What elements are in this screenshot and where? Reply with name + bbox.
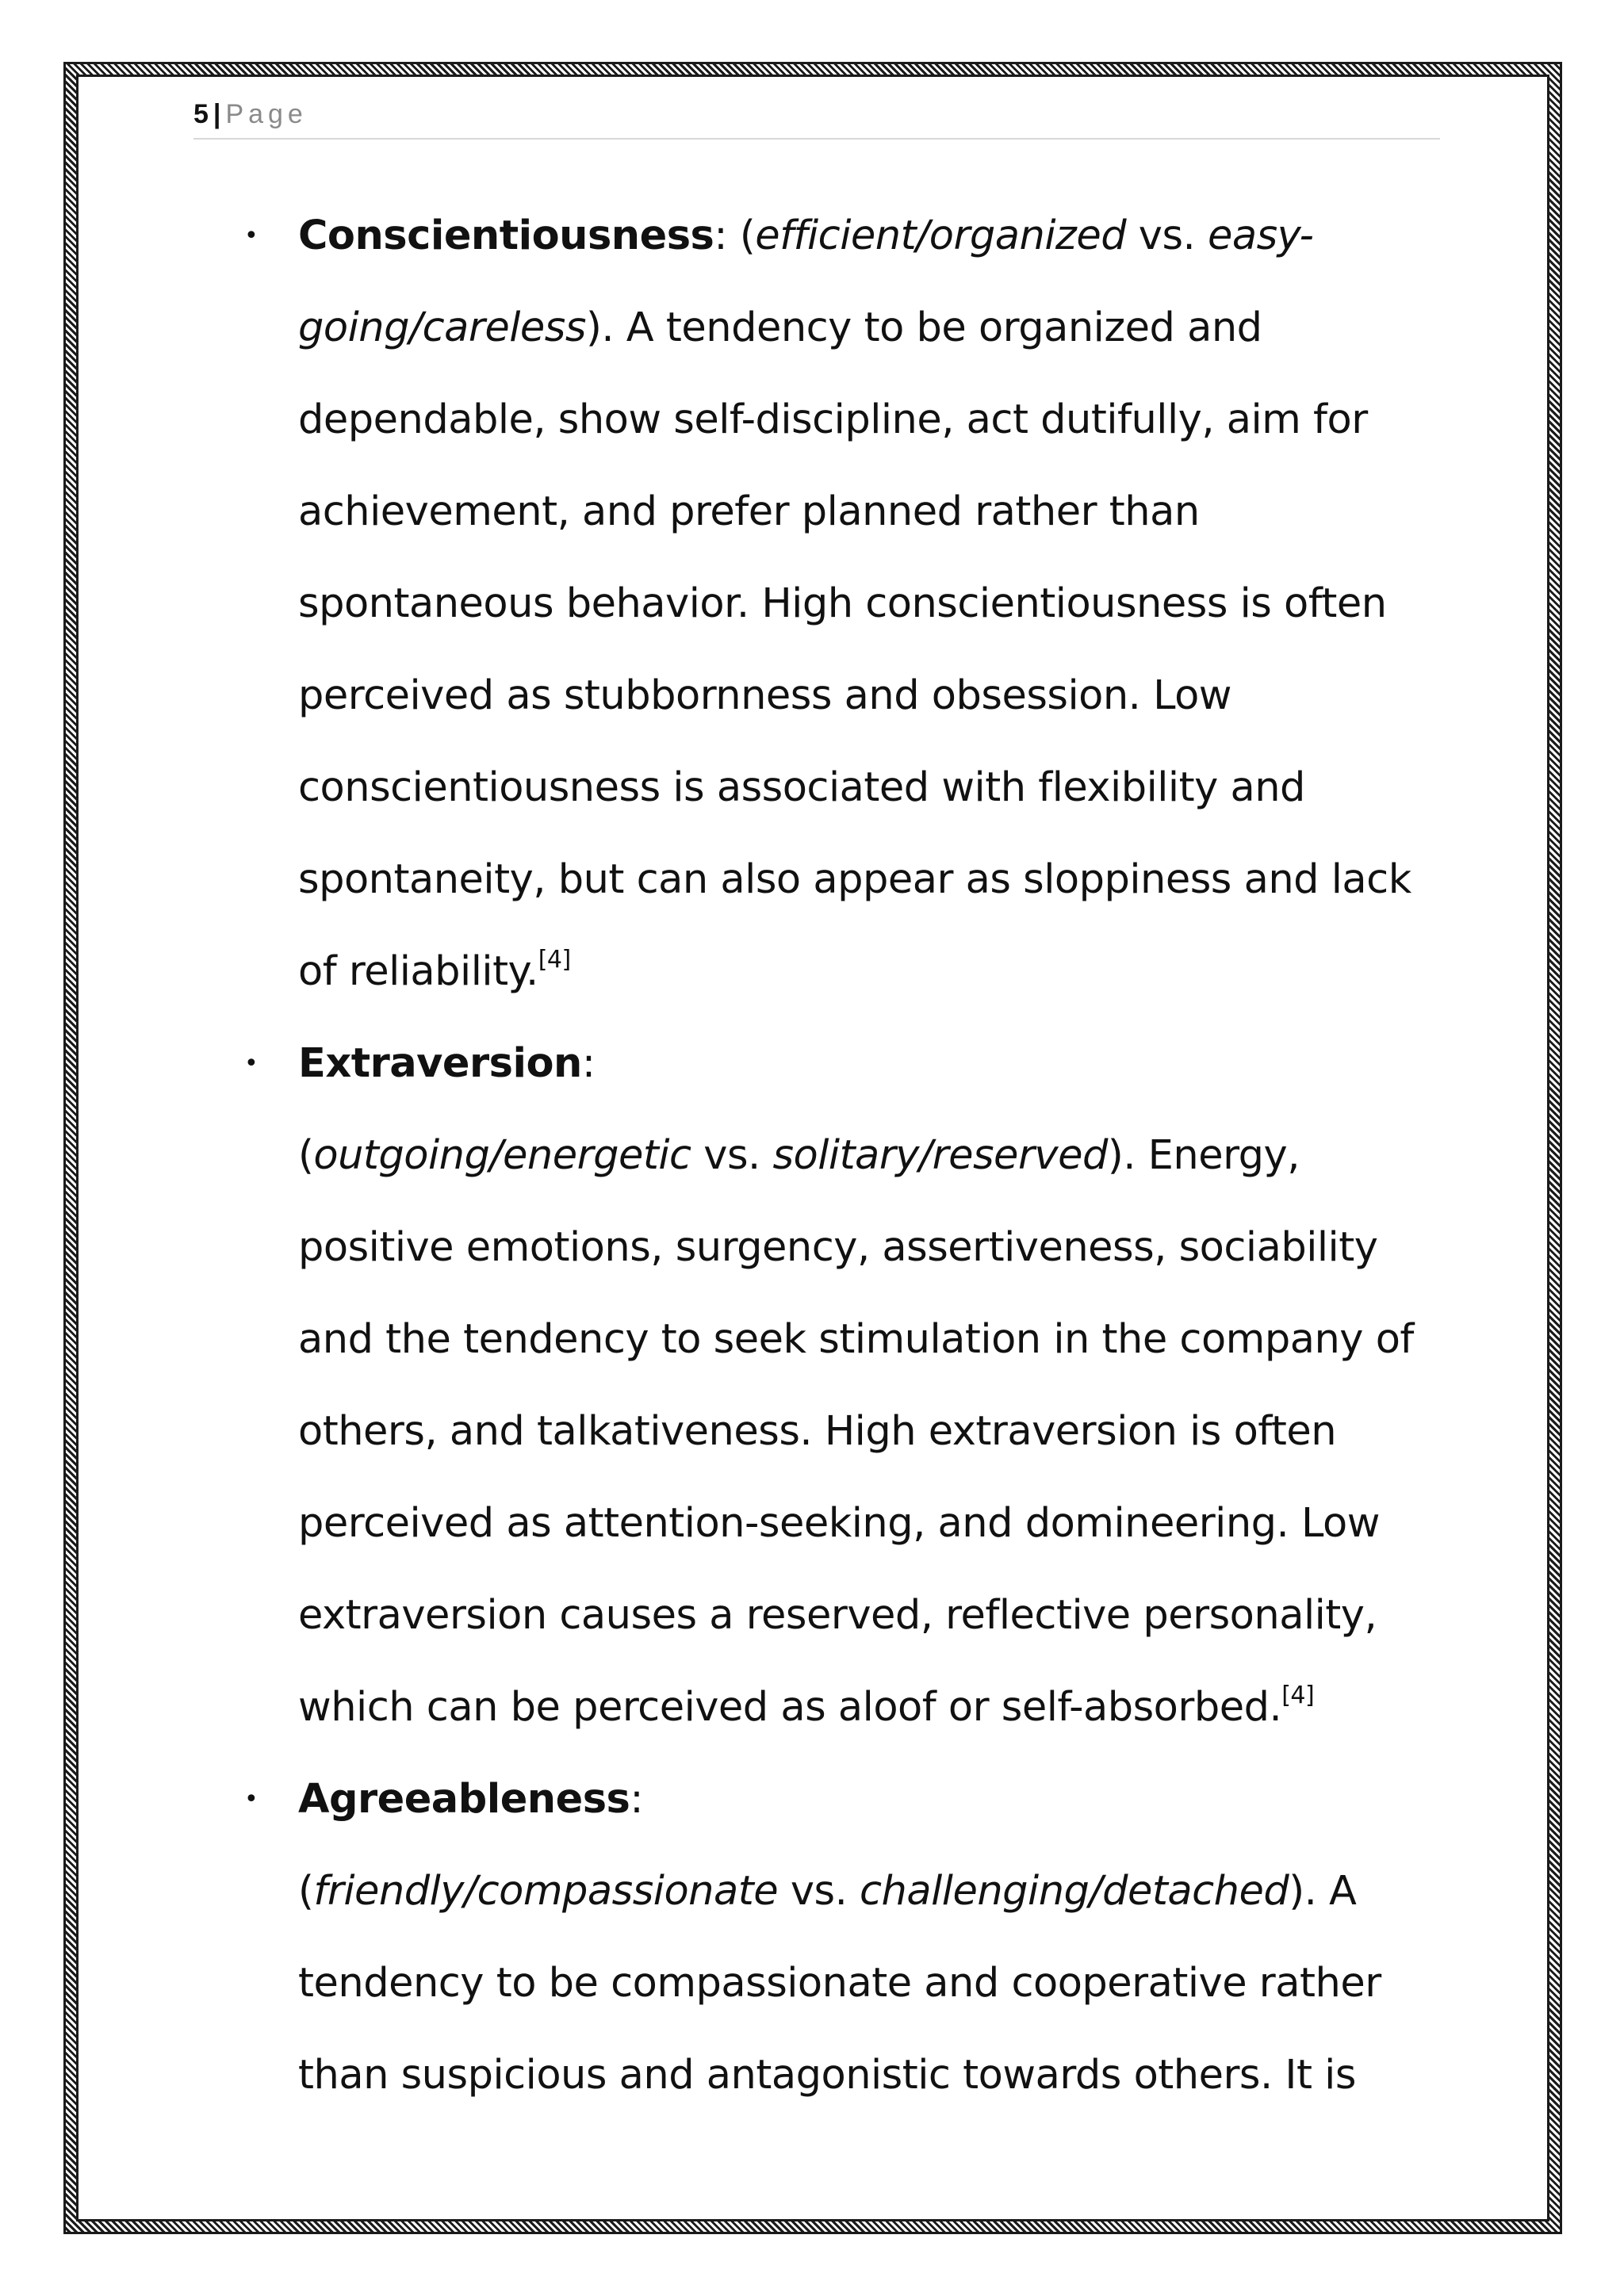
italic-text: efficient/organized [755, 212, 1127, 259]
body-text: extraversion causes a reserved, reflective personality, [298, 1592, 1377, 1639]
italic-text: solitary/reserved [772, 1132, 1108, 1179]
text-line [298, 1662, 1475, 1754]
body-text: dependable, show self-discipline, act dutifully, aim for [298, 396, 1368, 443]
italic-text: going/careless [298, 304, 586, 351]
body-text: ). A [1289, 1868, 1357, 1915]
body-text: tendency to be compassionate and cooperative rather [298, 1960, 1381, 2007]
text-line [298, 282, 1475, 374]
body-text: : [630, 1776, 644, 1823]
body-text: vs. [691, 1132, 773, 1179]
bullet-list-item [238, 190, 1475, 1018]
body-text: vs. [1126, 212, 1208, 259]
text-line [298, 650, 1475, 742]
text-line [298, 926, 1475, 1018]
document-body [238, 190, 1475, 2122]
body-text: vs. [778, 1868, 860, 1915]
italic-text: challenging/detached [860, 1868, 1289, 1915]
body-text: ). A tendency to be organized and [585, 304, 1262, 351]
term-heading: Agreeableness [298, 1776, 630, 1823]
italic-text: friendly/compassionate [313, 1868, 779, 1915]
body-text: ( [298, 1132, 314, 1179]
body-text: ( [298, 1868, 314, 1915]
text-line [298, 1938, 1475, 2030]
text-line [298, 1110, 1475, 1202]
page-separator: | [213, 99, 221, 129]
bullet-list-item [238, 1018, 1475, 1754]
page-header [193, 95, 1440, 140]
body-text: others, and talkativeness. High extraversion is often [298, 1408, 1337, 1455]
page-number-label [193, 98, 308, 130]
text-line [298, 1570, 1475, 1662]
body-text: positive emotions, surgency, assertiveness, sociability [298, 1224, 1378, 1271]
page-number: 5 [193, 99, 209, 129]
body-text: spontaneous behavior. High conscientiousness is often [298, 580, 1387, 627]
citation-reference: [4] [1281, 1682, 1315, 1709]
body-text: than suspicious and antagonistic towards others. It is [298, 2052, 1356, 2099]
bullet-list-item [238, 1754, 1475, 2122]
italic-text: easy- [1207, 212, 1314, 259]
page-word: Page [225, 99, 308, 129]
bullet-marker: • [244, 222, 259, 250]
text-line [298, 834, 1475, 926]
text-line [298, 742, 1475, 834]
bullet-marker: • [244, 1050, 259, 1077]
body-text: which can be perceived as aloof or self-absorbed. [298, 1684, 1282, 1731]
text-line [298, 374, 1475, 466]
body-text: : ( [714, 212, 756, 259]
body-text: perceived as stubbornness and obsession. Low [298, 672, 1232, 719]
body-text: and the tendency to seek stimulation in the company of [298, 1316, 1414, 1363]
text-line [298, 1478, 1475, 1570]
italic-text: outgoing/energetic [313, 1132, 691, 1179]
text-line [298, 2030, 1475, 2122]
text-line [298, 1202, 1475, 1294]
term-heading: Extraversion [298, 1040, 582, 1087]
body-text: spontaneity, but can also appear as sloppiness and lack [298, 856, 1411, 903]
body-text: achievement, and prefer planned rather than [298, 488, 1200, 535]
body-text: : [581, 1040, 596, 1087]
text-line [298, 1754, 1475, 1846]
body-text: perceived as attention-seeking, and domineering. Low [298, 1500, 1380, 1547]
text-line [298, 190, 1475, 282]
text-line [298, 1386, 1475, 1478]
text-line [298, 1846, 1475, 1938]
bullet-marker: • [244, 1785, 259, 1813]
text-line [298, 1294, 1475, 1386]
text-line [298, 558, 1475, 650]
body-text: conscientiousness is associated with flexibility and [298, 764, 1305, 811]
citation-reference: [4] [538, 946, 571, 974]
term-heading: Conscientiousness [298, 212, 714, 259]
body-text: ). Energy, [1107, 1132, 1300, 1179]
text-line [298, 466, 1475, 558]
body-text: of reliability. [298, 948, 538, 995]
text-line [298, 1018, 1475, 1110]
